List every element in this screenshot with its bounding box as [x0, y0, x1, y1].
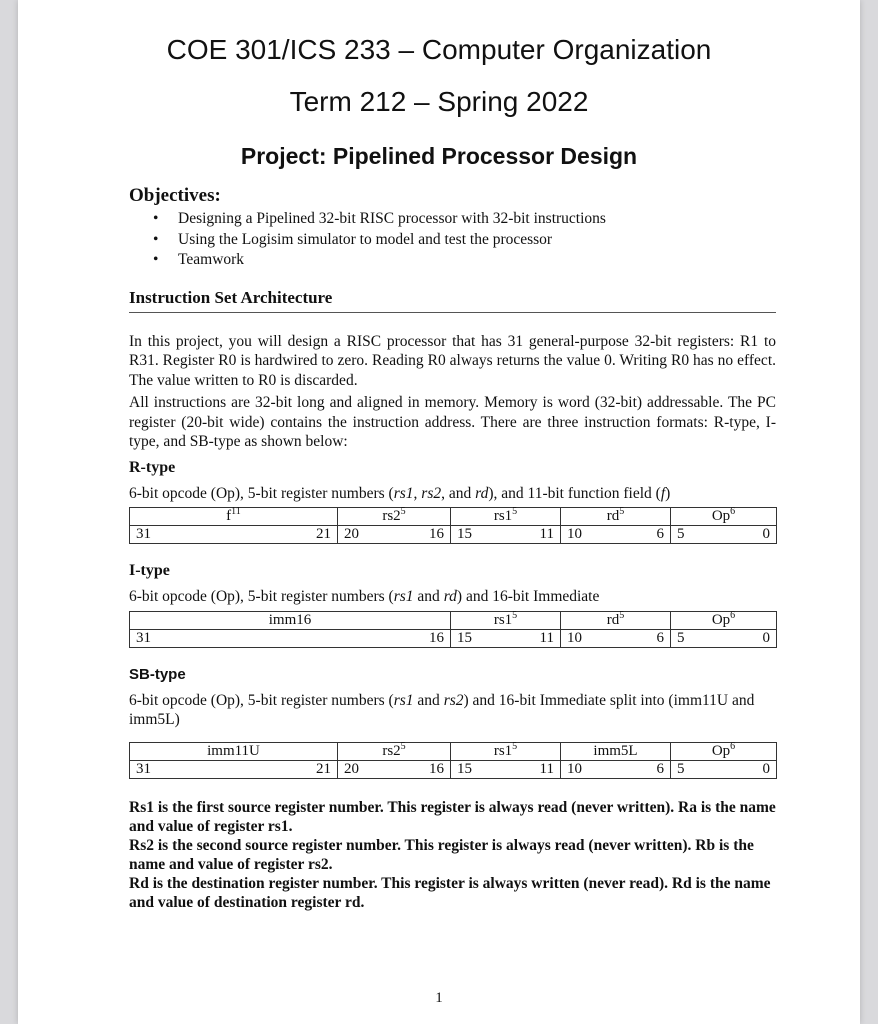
rtype-format-table: [129, 507, 777, 544]
bit-range: 10 6: [561, 629, 671, 647]
note-rd: Rd is the destination register number. This register is always written (never read). Rd is the name and value of destination register rd.: [129, 874, 771, 911]
bit-range: 20 16: [338, 526, 451, 544]
isa-heading: Instruction Set Architecture: [129, 287, 776, 313]
field-imm11u: imm11U: [130, 742, 338, 760]
field-f: $f^{11}$: [130, 508, 338, 526]
bit-range: 15 11: [451, 526, 561, 544]
field-rs1: $rs1^5$: [451, 742, 561, 760]
term-title: Term 212 – Spring 2022: [289, 86, 589, 117]
page-number: 1: [435, 990, 443, 1006]
list-item: • Using the Logisim simulator to model and test the processor: [178, 230, 776, 251]
course-title: COE 301/ICS 233 – Computer Organization: [166, 34, 712, 65]
objectives-list: [129, 209, 776, 271]
bullet-icon: •: [153, 210, 159, 227]
field-imm16: imm16: [130, 611, 451, 629]
document-page: [18, 0, 860, 1024]
field-op: Op$^6$: [671, 508, 777, 526]
bit-range: 5 0: [671, 760, 777, 778]
bit-range: 31 21: [130, 760, 338, 778]
field-rs1: $rs1^5$: [451, 611, 561, 629]
bit-range: 5 0: [671, 526, 777, 544]
bullet-icon: •: [153, 230, 159, 248]
note-rs1: Rs1 is the first source register number. This register is always read (never written). Ra is the name and value of register rs1.: [129, 798, 776, 835]
field-rs2: $rs2^5$: [338, 742, 451, 760]
field-rd: $rd^5$: [561, 508, 671, 526]
field-rd: $rd^5$: [561, 611, 671, 629]
itype-format-table: [129, 611, 777, 648]
register-notes: [129, 798, 776, 912]
list-item: • Designing a Pipelined 32-bit RISC processor with 32-bit instructions: [178, 209, 776, 230]
bullet-icon: •: [153, 251, 159, 268]
isa-paragraph-2: All instructions are 32-bit long and aligned in memory. Memory is word (32-bit) addressable. The PC register (20-bit wide) contains the instruction address. There are three instruction formats: R-type, I-type, and SB-type as shown below:: [129, 394, 776, 450]
field-op: Op$^6$: [671, 611, 777, 629]
document-body: [129, 183, 776, 912]
bit-range: 10 6: [561, 760, 671, 778]
objectives-heading: Objectives:: [129, 185, 221, 206]
field-rs1: $rs1^5$: [451, 508, 561, 526]
isa-paragraph-1: In this project, you will design a RISC processor that has 31 general-purpose 32-bit registers: R1 to R31. Register R0 is hardwired to zero. Reading R0 always returns the value 0. Writing R0 has no effect. The value written to R0 is discarded.: [129, 332, 776, 389]
field-rs2: $rs2^5$: [338, 508, 451, 526]
note-rs2: Rs2 is the second source register number. This register is always read (never written). Rb is the name and value of register rs2.: [129, 836, 754, 873]
field-op: Op$^6$: [671, 742, 777, 760]
bit-range: 15 11: [451, 629, 561, 647]
itype-heading: I-type: [129, 562, 170, 579]
sbtype-description: 6-bit opcode (Op), 5-bit register numbers (rs1 and rs2) and 16-bit Immediate split into (imm11U and imm5L): [129, 691, 755, 728]
list-item: • Teamwork: [178, 250, 776, 271]
rtype-heading: R-type: [129, 458, 176, 476]
sbtype-heading: SB-type: [129, 665, 186, 683]
itype-description: 6-bit opcode (Op), 5-bit register numbers (rs1 and rd) and 16-bit Immediate: [129, 588, 600, 605]
field-imm5l: imm5L: [561, 742, 671, 760]
bit-range: 5 0: [671, 629, 777, 647]
rtype-description: 6-bit opcode (Op), 5-bit register numbers (rs1, rs2, and rd), and 11-bit function field (f): [129, 484, 671, 502]
bit-range: 31 21: [130, 526, 338, 544]
bit-range: 15 11: [451, 760, 561, 778]
bit-range: 31 16: [130, 629, 451, 647]
bit-range: 20 16: [338, 760, 451, 778]
bit-range: 10 6: [561, 526, 671, 544]
project-title: Project: Pipelined Processor Design: [240, 143, 638, 169]
sbtype-format-table: [129, 742, 777, 779]
